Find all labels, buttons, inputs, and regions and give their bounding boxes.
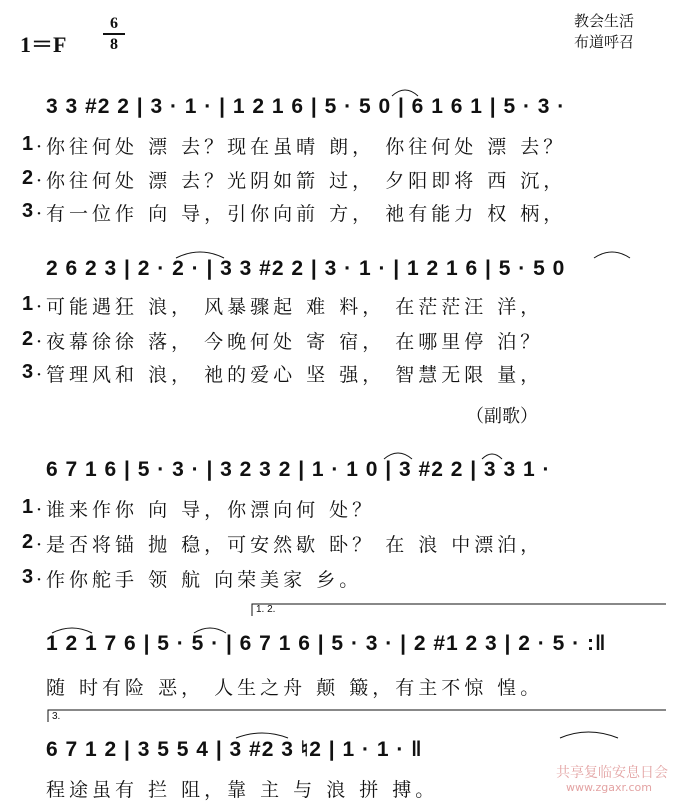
lyric-line: ·你往何处 漂 去？现在虽晴 朗， 你往何处 漂 去？ [36, 136, 567, 158]
lyric-line: 随 时有险 恶， 人生之舟 颠 簸，有主不惊 惶。 [46, 677, 544, 699]
category-credit: 布道呼召 [574, 33, 635, 51]
publisher-credit: 教会生活 [574, 12, 635, 30]
lyric-line: ·管理风和 浪， 祂的爱心 坚 强， 智慧无限 量， [36, 364, 544, 386]
slur-arc [482, 454, 502, 459]
slur-arc [52, 628, 92, 633]
slur-arc [236, 733, 288, 738]
notation-line-3: 6 7 1 6 | 5 · 3 · | 3 2 3 2 | 1 · 1 0 | 3 #2 2 | 3 3 1 · [46, 458, 551, 481]
notation-line-5: 6 7 1 2 | 3 5 5 4 | 3 #2 3 ♮2 | 1 · 1 · ‖ [46, 738, 423, 761]
meter-numerator: 6 [110, 15, 118, 32]
volta-label-3: 3. [52, 711, 61, 722]
lyric-line: 程途虽有 拦 阻，靠 主 与 浪 拼 搏。 [46, 779, 439, 801]
meter-denominator: 8 [110, 36, 118, 53]
verse-number: 2 [22, 531, 34, 553]
verse-number: 3 [22, 566, 34, 588]
lyric-line: ·谁来作你 向 导，你漂向何 处？ [36, 499, 376, 521]
watermark-url: www.zgaxr.com [566, 781, 652, 794]
watermark-text: 共享复临安息日会 [556, 765, 668, 781]
tie-arc [194, 628, 226, 633]
lyric-line: ·是否将锚 抛 稳，可安然歇 卧？ 在 浪 中漂泊， [36, 534, 544, 556]
tie-arc [384, 453, 412, 459]
lyric-line: ·有一位作 向 导，引你向前 方， 祂有能力 权 柄， [36, 203, 567, 225]
key-signature: 1＝F [20, 32, 67, 57]
notation-line-1: 3 3 #2 2 | 3 · 1 · | 1 2 1 6 | 5 · 5 0 | 6 1 6 1 | 5 · 3 · [46, 95, 566, 118]
lyric-line: ·可能遇狂 浪， 风暴骤起 难 料， 在茫茫汪 洋， [36, 296, 544, 318]
verse-number: 1 [22, 293, 34, 315]
verse-number: 2 [22, 167, 34, 189]
volta-bracket-3 [48, 710, 666, 722]
verse-number: 3 [22, 200, 34, 222]
lyric-line: ·作你舵手 领 航 向荣美家 乡。 [36, 569, 363, 591]
verse-number: 1 [22, 496, 34, 518]
chorus-label: （副歌） [466, 406, 538, 427]
volta-label-1-2: 1. 2. [256, 604, 276, 615]
tie-arc [392, 90, 418, 96]
tie-arc [594, 252, 630, 258]
volta-bracket-1-2 [252, 604, 666, 616]
tie-arc [560, 732, 618, 738]
notation-line-2: 2 6 2 3 | 2 · 2 · | 3 3 #2 2 | 3 · 1 · | 1 2 1 6 | 5 · 5 0 [46, 257, 566, 280]
tie-arc [176, 252, 224, 258]
verse-number: 3 [22, 361, 34, 383]
lyric-line: ·你往何处 漂 去？光阴如箭 过， 夕阳即将 西 沉， [36, 170, 567, 192]
lyric-line: ·夜幕徐徐 落， 今晚何处 寄 宿， 在哪里停 泊？ [36, 331, 544, 353]
notation-line-4: 1 2 1 7 6 | 5 · 5 · | 6 7 1 6 | 5 · 3 · | 2 #1 2 3 | 2 · 5 · :‖ [46, 632, 607, 655]
verse-number: 2 [22, 328, 34, 350]
verse-number: 1 [22, 133, 34, 155]
